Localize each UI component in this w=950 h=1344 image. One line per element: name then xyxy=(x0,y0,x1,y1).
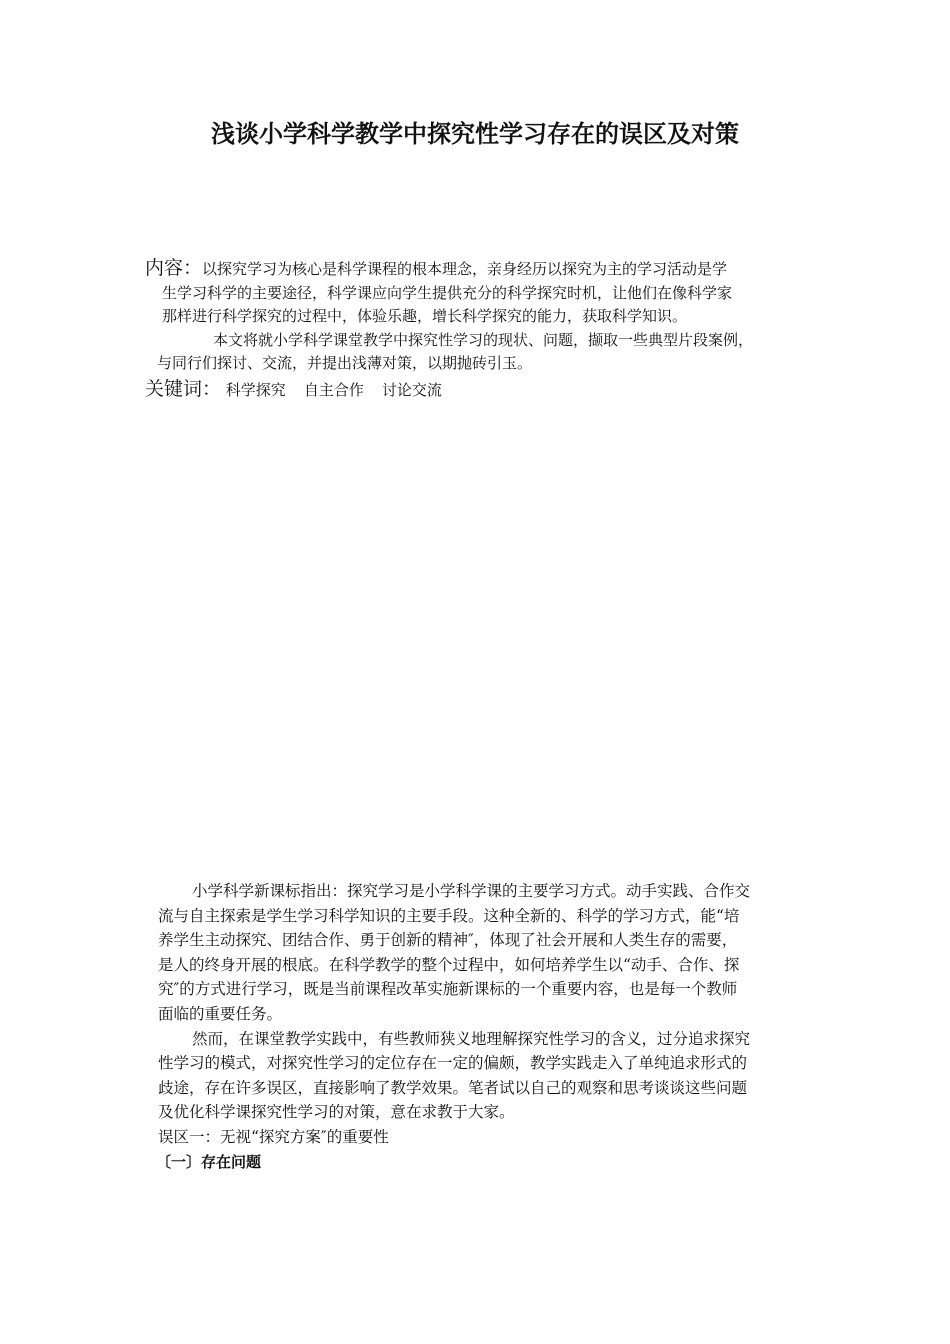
subsection-heading: 〔一〕存在问题 xyxy=(156,1152,262,1171)
paragraph-line: 及优化科学课探究性学习的对策，意在求教于大家。 xyxy=(158,1103,515,1122)
paragraph-line: 养学生主动探究、团结合作、勇于创新的精神″，体现了社会开展和人类生存的需要， xyxy=(158,931,738,950)
keyword-item: 讨论交流 xyxy=(381,380,442,399)
paragraph-line: 性学习的模式，对探究性学习的定位存在一定的偏颇，教学实践走入了单纯追求形式的 xyxy=(158,1054,748,1073)
paragraph-line: 面临的重要任务。 xyxy=(158,1004,283,1023)
keywords-line xyxy=(145,378,825,403)
keyword-item: 自主合作 xyxy=(303,380,364,399)
paragraph-line: 小学科学新课标指出：探究学习是小学科学课的主要学习方式。动手实践、合作交 xyxy=(192,882,751,900)
body-section xyxy=(158,879,818,1174)
keywords-label: 关键词： xyxy=(145,377,222,400)
section-heading: 误区一：无视“探究方案″的重要性 xyxy=(158,1127,389,1146)
paragraph-line: 是人的终身开展的根底。在科学教学的整个过程中，如何培养学生以“动手、合作、探 xyxy=(158,955,740,974)
abstract-text: 以探究学习为核心是科学课程的根本理念，亲身经历以探究为主的学习活动是学 xyxy=(202,260,728,278)
abstract-section xyxy=(145,257,825,402)
document-title: 浅谈小学科学教学中探究性学习存在的误区及对策 xyxy=(211,120,739,148)
paragraph-line: 然而，在课堂教学实践中，有些教师狭义地理解探究性学习的含义，过分追求探究 xyxy=(192,1029,751,1048)
abstract-line: 生学习科学的主要途径，科学课应向学生提供充分的科学探究时机，让他们在像科学家 xyxy=(162,283,733,302)
abstract-line: 那样进行科学探究的过程中，体验乐趣，增长科学探究的能力，获取科学知识。 xyxy=(162,307,688,325)
paragraph-line: 歧途，存在许多误区，直接影响了教学效果。笔者试以自己的观察和思考谈谈这些问题 xyxy=(158,1078,748,1097)
abstract-label: 内容： xyxy=(145,257,203,279)
paragraph-line: 究″的方式进行学习，既是当前课程改革实施新课标的一个重要内容，也是每一个教师 xyxy=(158,980,738,999)
abstract-line: 本文将就小学科学课堂教学中探究性学习的现状、问题，撷取一些典型片段案例， xyxy=(213,330,754,349)
abstract-line xyxy=(145,257,825,282)
abstract-line: 与同行们探讨、交流，并提出浅薄对策，以期抛砖引玉。 xyxy=(157,354,533,372)
paragraph-line: 流与自主探索是学生学习科学知识的主要手段。这种全新的、科学的学习方式，能“培 xyxy=(158,906,740,925)
keyword-item: 科学探究 xyxy=(225,380,286,399)
